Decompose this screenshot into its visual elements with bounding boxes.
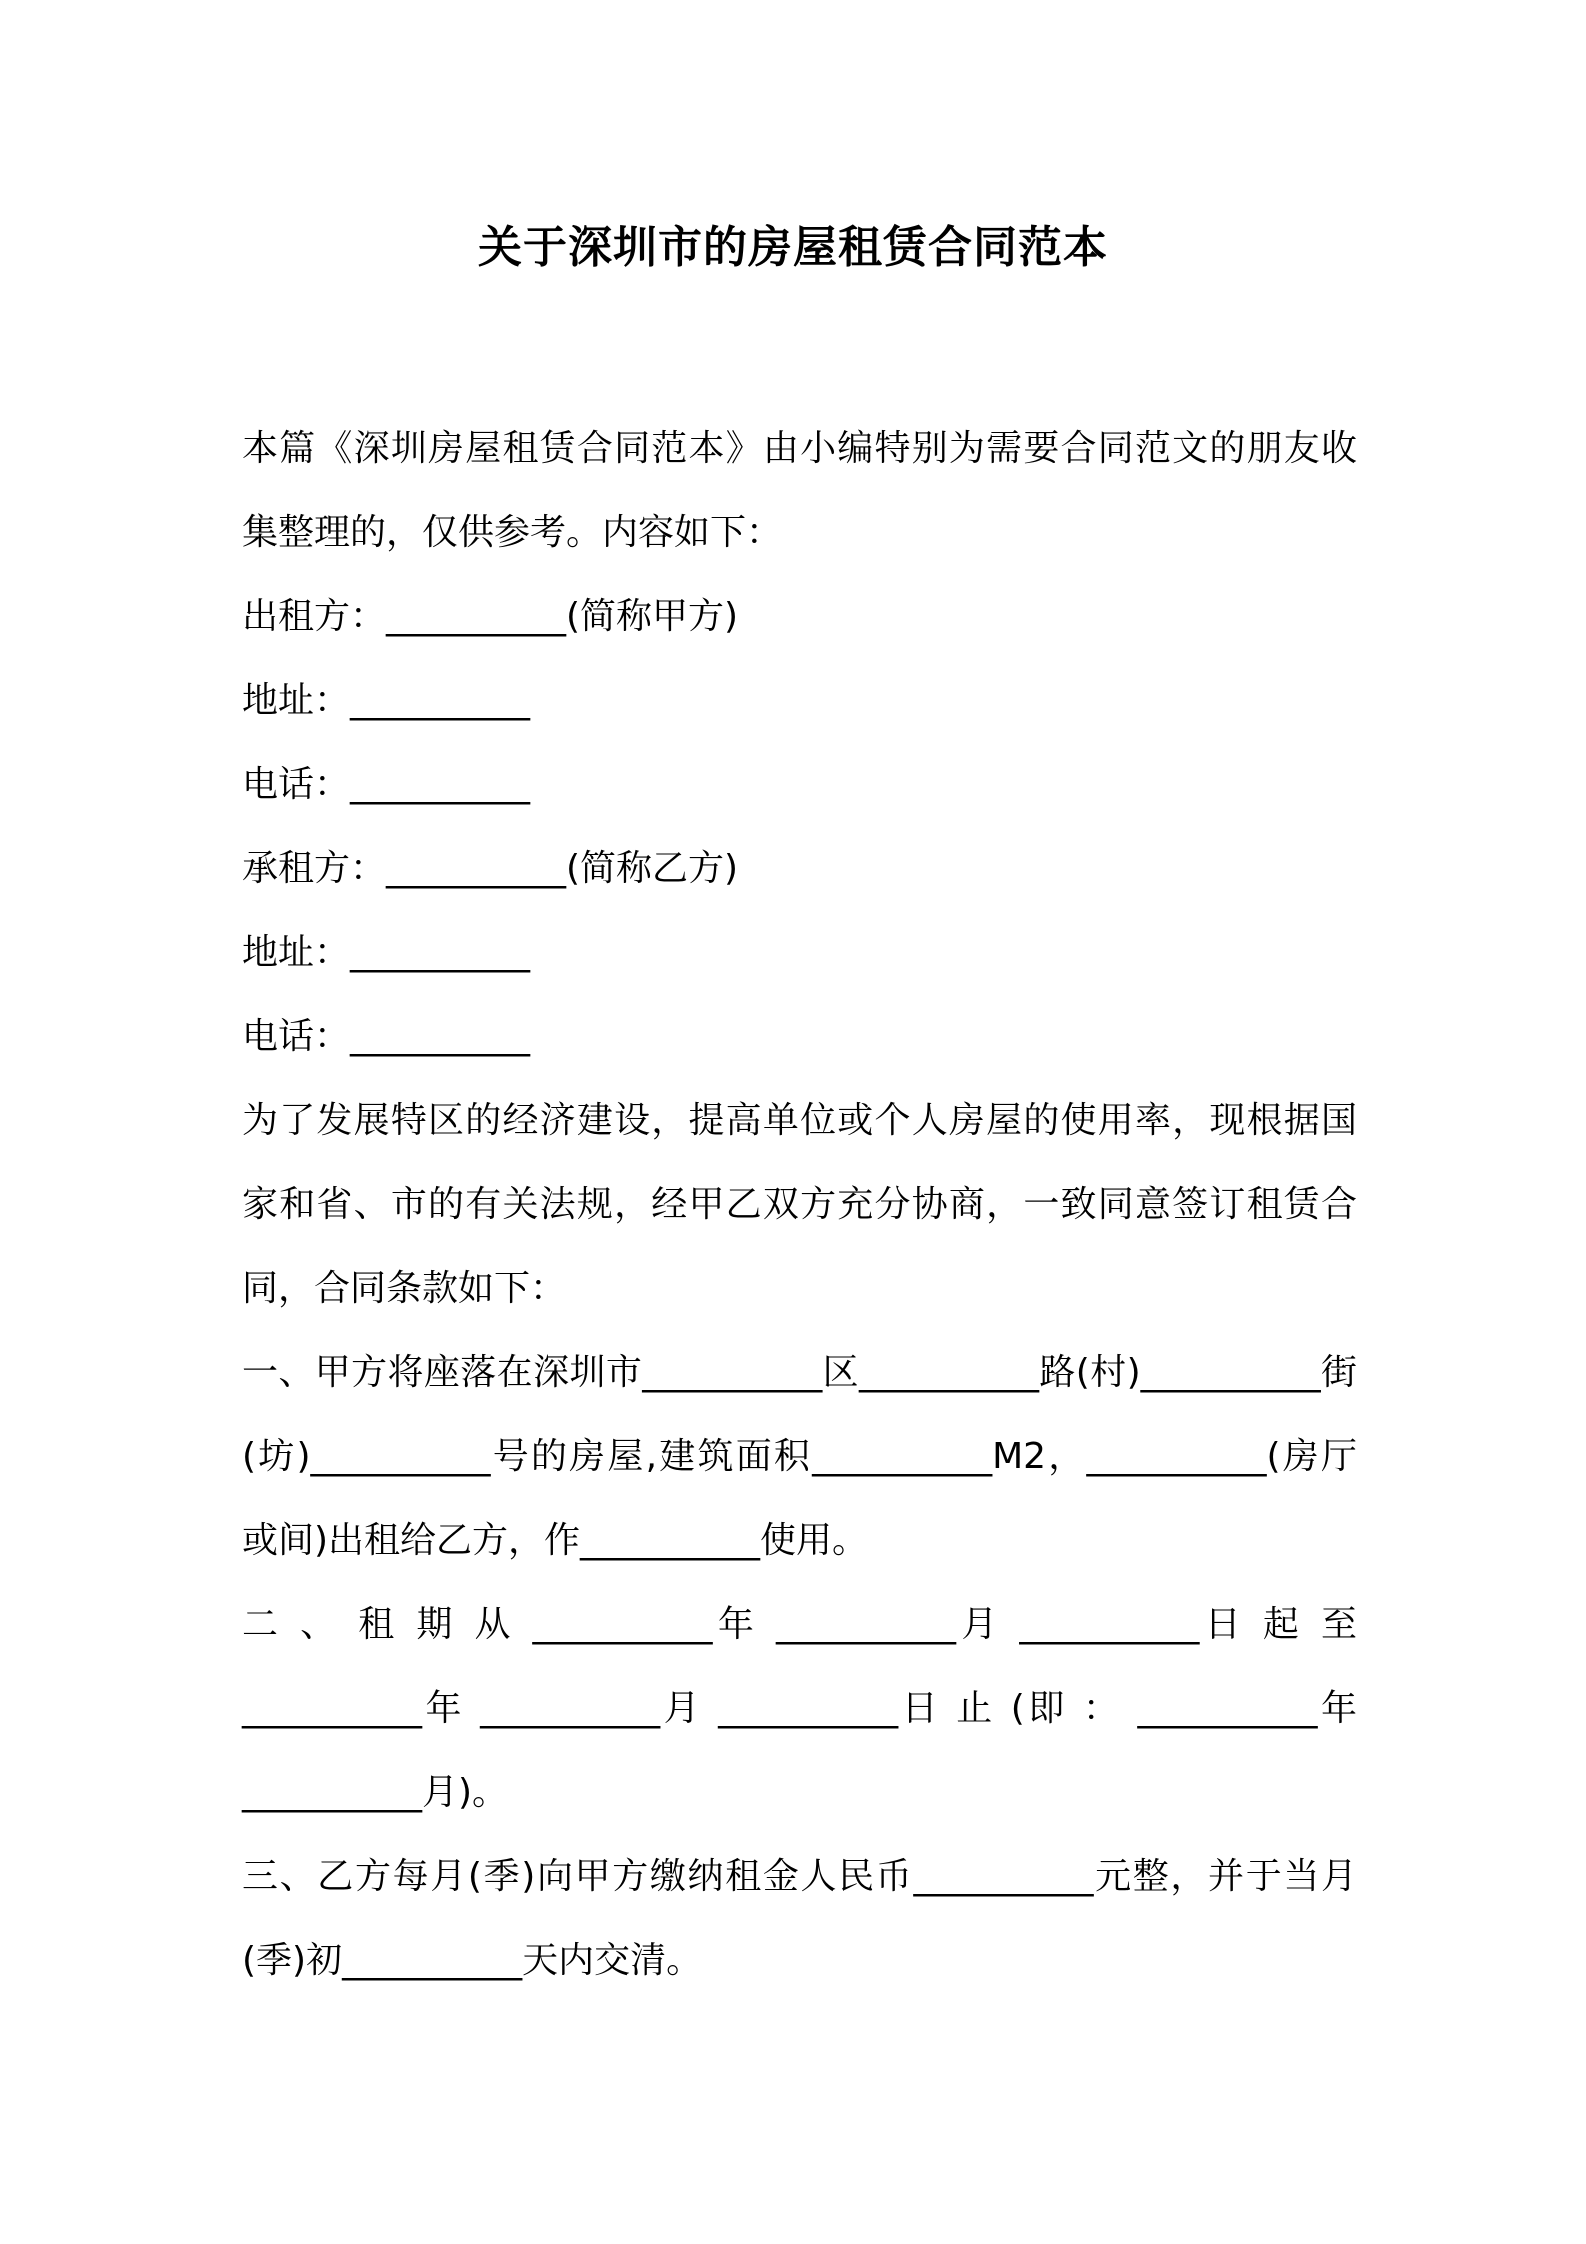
clause-3-paragraph: 三、乙方每月(季)向甲方缴纳租金人民币__________元整，并于当月(季)初__________天内交清。	[242, 1856, 1357, 1981]
clause-1-paragraph: 一、甲方将座落在深圳市__________区__________路(村)__________街(坊)__________号的房屋,建筑面积__________M2，__________(房厅或间)出租给乙方，作__________使用。	[242, 1352, 1357, 1561]
clause-2-line-1: 二 、 租 期 从 __________年 __________月 __________日 起 至	[242, 1604, 1357, 1645]
lessee-address-line: 地址：__________	[242, 932, 531, 973]
clause-2-line-3: __________月)。	[242, 1772, 509, 1813]
lessor-address-line: 地址：__________	[242, 680, 531, 721]
document-title: 关于深圳市的房屋租赁合同范本	[478, 222, 1108, 273]
lessor-phone-line: 电话：__________	[242, 764, 531, 805]
clause-2-line-2: __________年 __________月 __________日 止 (即 ： __________年	[242, 1688, 1357, 1729]
preamble-paragraph: 为了发展特区的经济建设，提高单位或个人房屋的使用率，现根据国家和省、市的有关法规，经甲乙双方充分协商，一致同意签订租赁合同，合同条款如下：	[242, 1100, 1357, 1309]
intro-paragraph: 本篇《深圳房屋租赁合同范本》由小编特别为需要合同范文的朋友收集整理的，仅供参考。内容如下：	[242, 428, 1357, 553]
lessor-line: 出租方：__________(简称甲方)	[242, 596, 739, 637]
lessee-phone-line: 电话：__________	[242, 1016, 531, 1057]
document-body	[242, 407, 1357, 2003]
lessee-line: 承租方：__________(简称乙方)	[242, 848, 739, 889]
